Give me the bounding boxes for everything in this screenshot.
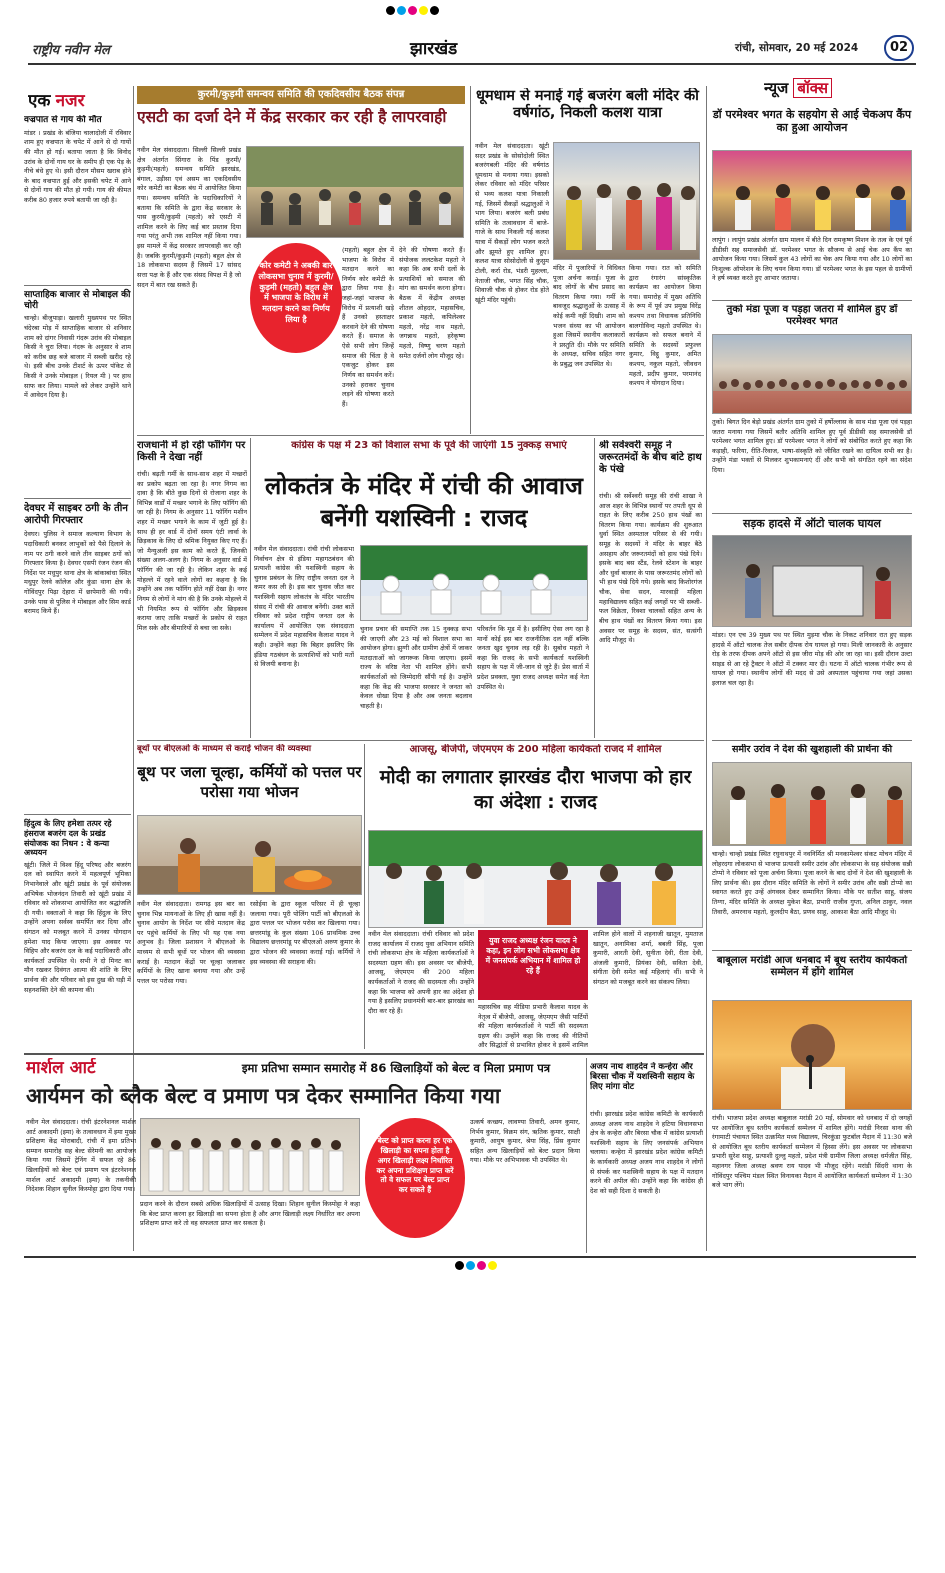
babulal-marandi-photo — [712, 1000, 912, 1110]
manda-puja-photo — [712, 334, 912, 414]
ek-nazar-label-a: एक — [28, 91, 51, 110]
ek-nazar-body: चान्हो। बीजुपाड़ा। खलारी मुख्यपथ पर स्थित चंदेरबा मोड़ में साप्ताहिक बाजार से शनिवार शाम को दांगर निवासी गंदरू उरांव की मोबाइल किसी ने चुरा लिया। गंदरू के अनुसार वे शाम को करीब छह बजे बाजार में सब्जी खरीद रहे थे। इसी बीच उनके टीशर्ट के ऊपर पॉकेट से किसी ने उनके मोबाइल ( रियल मी ) पर हाथ साफ कर लिया। मामले को लेकर उन्होंने थाने में आवेदन दिया है। — [24, 314, 131, 400]
congress-press-photo — [360, 545, 588, 621]
booth-col2: रसोईया के द्वारा स्कूल परिसर में ही चूल्हा जलाया गया। पूरी पोलिंग पार्टी को बीएलओ के द्वारा पत्तल पर भोजन परोस कर खिलाया गया। छत्तरमांडू के कुल संख्या 106 प्राथमिक उच्च विद्यालय छत्तरमांडू पर बीएलओ अरुण कुमार के द्वारा भोजन की व्यवस्था कराई गई। कर्मियों ने इस व्यवस्था की सराहना की। — [250, 900, 360, 966]
ek-nazar-item-3 — [24, 503, 131, 810]
ek-nazar-body: खूंटी। जिले में विश्व हिंदू परिषद और बजरंग दल को स्थापित करने में महत्वपूर्ण भूमिका निभानेवाले और खूंटी प्रखंड के पूर्व संयोजक अभिषेक भोजनंदन तिवारी को खूंटी प्रखंड में रविवार को शोकसभा आयोजित कर श्रद्धांजलि दी गयी। वक्ताओं ने कहा कि हिंदुत्व के लिए उन्होंने अपना सर्वस्व समर्पित कर दिया और संगठन को मजबूत करने में उनका योगदान हमेशा याद किया जाएगा। इस अवसर पर विहिप और बजरंग दल के कई पदाधिकारी और कार्यकर्ता उपस्थित थे। सभी ने दो मिनट का मौन रखकर दिवंगत आत्मा की शांति के लिए प्रार्थना की और परिवार को इस दुख की घड़ी में सहनशक्ति देने की कामना की। — [24, 860, 131, 994]
registration-marks-top — [386, 6, 439, 15]
congress-col1: नवीन मेल संवाददाता। रांची रांची लोकसभा निर्वाचन क्षेत्र से इंडिया महागठबंधन की प्रत्याशी कांग्रेस की यशस्विनी सहाय के चुनाव प्रबंधन के लिए राष्ट्रीय जनता दल ने कमर कस ली है। इस बार चुनाव जीत कर यशस्विनी सहाय लोकतंत्र के मंदिर भारतीय संसद में रांची की आवाज बनेंगी। उक्त बातें रविवार को प्रदेश राष्ट्रीय जनता दल के कार्यालय में आयोजित एक संवाददाता सम्मेलन में प्रदेश महासचिव कैलाश यादव ने कही। उन्होंने कहा कि बिहार इसलिए कि इंडिया गठबंधन के प्रत्याशियों को भारी मतों से विजयी बनाना है। — [254, 545, 354, 669]
bajrang-procession-photo — [553, 142, 700, 260]
congress-kicker: कांग्रेस के पक्ष में 23 को विशाल सभा के पूर्व की जाएंगी 15 नुक्कड़ सभाएं — [291, 440, 567, 451]
paper-name: राष्ट्रीय नवीन मेल — [32, 43, 110, 58]
modi-headline: मोदी का लगातार झारखंड दौरा भाजपा को हार का अंदेशा : राजद — [379, 767, 692, 813]
martial-col2: प्रदान करने के दौरान सबसे अधिक खिलाड़ियों में उत्साह दिखा। शिहान सुनील किस्पोट्टा ने कहा कि बेल्ट प्राप्त करना हर खिलाड़ी का सपना होता है और अगर खिलाड़ी लक्ष्य निर्धारित कर अपना प्रशिक्षण प्राप्त करे तो वह सफलता प्राप्त कर सकता है। — [140, 1200, 360, 1228]
registration-marks-bottom — [455, 1261, 497, 1270]
kurmi-headline: एसटी का दर्जा देने में केंद्र सरकार कर रही है लापरवाही — [137, 108, 447, 126]
sarveshwari-headline: श्री सर्वेश्वरी समूह ने जरूरतमंदों के बीच बांटे हाथ के पंखे — [599, 440, 702, 475]
martial-section-label: मार्शल आर्ट — [26, 1058, 96, 1078]
bajrang-col1: नवीन मेल संवाददाता। खूंटी सदर प्रखंड के सोसोदोली स्थित बजरंगबली मंदिर की वर्षगांठ धूमधाम से मनाया गया। इसको लेकर रविवार को मंदिर परिसर से भव्य कलश यात्रा निकाली गई, जिसमें सैकड़ों श्रद्धालुओं ने भाग लिया। बजरंग बली प्रबंध समिति के तत्वावधान में बाजे-गाजे के साथ निकली गई कलश यात्रा में सैकड़ों लोग भजन करते और झूमते हुए शामिल हुए। कलश यात्रा सोसोदोली से कुसुम टोली, कर्रा रोड, भंडरी मुहल्ला, नेताजी चौक, भगत सिंह चौक, शिवाजी चौक से होकर रोड होते खूंटी मंदिर पहुंची। — [475, 142, 549, 304]
booth-food-photo — [137, 815, 362, 895]
modi-callout-text: युवा राजद अध्यक्ष रंजन यादव ने कहा, इन लोग सभी लोकसभा क्षेत्र में जनसंपर्क अभियान में शामिल हो रहे हैं — [485, 936, 581, 976]
bajrang-headline: धूमधाम से मनाई गई बजरंग बली मंदिर की वर्षगांठ, निकली कलश यात्रा — [476, 88, 699, 122]
dateline: रांची, सोमवार, 20 मई 2024 — [735, 42, 859, 54]
news-box-body-5: रांची। भाजपा प्रदेश अध्यक्ष बाबूलाल मरांडी 20 मई, सोमवार को धनबाद में दो जगहों पर आयोजित बूथ स्तरीय कार्यकर्ता सम्मेलन में शामिल होंगे। मरांडी निरसा थाना की रंगामाटी पंचायत स्थित उत्क्रमित मध्य विद्यालय, चिरकुंडा फुटबॉल मैदान में 11:30 बजे से आयोजित बूथ स्तरीय कार्यकर्ता सम्मेलन में हिस्सा लेंगे। इस अवसर पर लोकसभा प्रभारी सुरेश साहू, प्रत्याशी दुल्लु महतो, प्रदेश मंत्री ग्रामीण जिला अध्यक्ष धर्मजीत सिंह, महानगर जिला अध्यक्ष श्रवण राय यादव भी मौजूद रहेंगे। मरांडी सिंदरी थाना के गोविंदपुर पश्चिम मंडल स्थित विनायका मैदान में आयोजित कार्यकर्ता सम्मेलन में 1:30 बजे भाग लेंगे। — [712, 1114, 912, 1190]
news-box-label — [764, 78, 904, 102]
kurmi-col2: (महतो) बहुल क्षेत्र में भाजपा के विरोध में मतदान करने का निर्णय कोर कमेटी के द्वारा लिया गया है। जहां-जहां भाजपा के विरोध में प्रत्याशी खड़े हैं उनको हस्ताक्षर करवाने देने की घोषणा करते हैं। समाज के ऐसे सभी लोग जिन्हें समाज की चिंता है वे एकजुट होकर इस निर्णय का समर्थन करें। उनको हराकर चुनाव लड़ने की घोषणा करते हैं। — [342, 246, 394, 408]
congress-col3: परिवर्तन कि मूड में है। इसीलिए ऐसा लग रहा है मानों कोई इस बार राजनीतिक दल नहीं बल्कि जनता खुद चुनाव लड़ रही है। सुबोध महतो ने कहा कि राजद के सभी कार्यकर्ता यशस्विनी सहाय के पक्ष में जी-जान से जुटे हैं। प्रेस वार्ता में प्रदेश प्रवक्ता, युवा राजद अध्यक्ष समेत कई नेता उपस्थित थे। — [477, 625, 589, 691]
ek-nazar-body: मांडर । प्रखंड के बंजिया चालादोली में रविवार शाम हुए वज्रपात के चपेट में आने से दो गायों की मौत हो गई। बताया जाता है कि विनोद उरांव के दोनों गाय घर के समीप ही एक पेड़ के नीचे बंधे हुए थे। इसी दौरान मौसम खराब होने के बाद वज्रपात हुई और इसकी चपेट में आने से दोनों गाय की मौत हो गयी। गाय की कीमत करीब 80 हजार रुपये बतायी जा रही है। — [24, 128, 131, 205]
news-box-head-1: डॉ परमेश्वर भगत के सहयोग से आई चेकअप कैंप का हुआ आयोजन — [712, 108, 912, 135]
sarveshwari-body: रांची। श्री सर्वेश्वरी समूह की रांची शाखा ने आज शहर के विभिन्न स्थानों पर तपती धूप से राहत के लिए करीब 250 हाथ पंखों का वितरण किया गया। कार्यक्रम की शुरुआत धुर्वा स्थित अस्पताल परिसर से की गयी। समूह के सदस्यों ने मंदिर के बाहर बैठे असहाय और जरूरतमंदों को हाथ पंखे दिये। इसके बाद बस स्टैंड, रेलवे स्टेशन के बाहर और धुर्वा बाजार के पास जरूरतमंद लोगों को भी हाथ पंखे दिये गये। इसके बाद किशोरगंज चौक, सेवा सदन, मारवाड़ी महिला महाविद्यालय सहित कई जगहों पर भी सब्जी-फल विक्रेता, रिक्शा चालकों सहित अन्य के बीच हाथ पंखों का वितरण किया गया। इस अवसर पर समूह के सदस्य, संत, सत्संगी आदि मौजूद थे। — [599, 492, 702, 645]
ek-nazar-head: साप्ताहिक बाजार से मोबाइल की चोरी — [24, 289, 131, 311]
ek-nazar-head: वज्रपात से गाय की मौत — [24, 115, 102, 125]
news-box-label-b: बॉक्स — [793, 78, 832, 98]
ajay-headline: अजय नाथ शाहदेव ने कन्हेरा और बिरसा चौक में यशस्विनी सहाय के लिए मांगा वोट — [590, 1062, 695, 1093]
eye-camp-photo — [712, 150, 912, 232]
news-box-body-2: तुको। बिगत दिन बेड़ो प्रखंड अंतर्गत ग्राम तुको में हर्षोल्लास के साथ मंडा पूजा एवं पड़हा जतरा मनाया गया जिसमें बतौर अतिथि शामिल हुए पूर्व डीडीसी सह समाजसेवी डॉ परमेश्वर भगत शामिल हुए। डॉ परमेश्वर भगत ने लोगों को संबोधित करते हुए कहा कि कड़ाही, फरिया, रीति-रिवाज, भाषा-संस्कृति को जीवित रखने का दायित्व सभी का है। उन्होंने मंडा भक्तों से मिलकर शुभकामनाएं दीं और सभी को संगठित रहने का संदेश दिया। — [712, 418, 912, 475]
martial-group-photo — [140, 1118, 360, 1196]
bajrang-col3: किया गया। रात को समिति द्वारा रंगारंग सांस्कृतिक कार्यक्रम का आयोजन किया गया। समारोह में मुख्य अतिथि के रूप में पूर्व उप प्रमुख विरेंद्र कश्यप तथा विधायक प्रतिनिधि बालगोविन्द महतो उपस्थित थे। कार्यक्रम को सफल बनाने में समिति के सदस्यों प्रफुल्ल कुमार, विट्ठू कुमार, अमित कश्यप, नकुल महतो, जीवधन महतो, प्रदीप कुमार, परमानंद कश्यप ने योगदान दिया। — [629, 264, 701, 388]
modi-col2: महासचिव सह मीडिया प्रभारी कैलाश यादव के नेतृत्व में बीजेपी, आजसू, जेएमएम जैसी पार्टियों की महिला कार्यकर्ताओं ने पार्टी की सदस्यता ग्रहण की। उन्होंने कहा कि राजद की नीतियों और सिद्धांतों से प्रभावित होकर वे इसमें शामिल — [478, 1003, 588, 1050]
martial-col1: नवीन मेल संवाददाता। रांची इंटरनेशनल मार्शल आर्ट अकादमी (इमा) के तत्वावधान में इमा मुख्य प्रशिक्षण केंद्र मोराबादी, रांची में इमा प्रतिभा सम्मान समारोह सह बेल्ट सेरेमनी का आयोजन किया गया जिसमें ट्रेनिंग में सफल रहे 86 खिलाड़ियों को बेल्ट एवं प्रमाण पत्र इंटरनेशनल मार्शल आर्ट अकादमी (इमा) के तकनीकी निदेशक शिहान सुनील किस्पोट्टा द्वारा दिया गया। — [26, 1118, 136, 1194]
news-box-head-3: सड़क हादसे में ऑटो चालक घायल — [742, 517, 882, 530]
news-box-body-4: चान्हो। चान्हो प्रखंड स्थित रघुनाथपुर में नवनिर्मित श्री मनकामेश्वर संकट मोचन मंदिर में लोहरदगा लोकसभा से भाजपा प्रत्याशी समीर उरांव और लोकसभा के सह संयोजक सन्नी टोप्पो ने रविवार को पूजा अर्चना किया। पूजा करने के बाद दोनों ने देश की खुशहाली के लिए प्रार्थना की। इस दौरान मंदिर समिति के लोगों ने समीर उरांव और सन्नी टोप्पो का स्वागत करते हुए उन्हें अंगवस्त्र देकर सम्मानित किया। मौके पर सतीश साहू, संजय तिग्गा, मंदिर समिति के अध्यक्ष मुकेश बैठा, प्रभारी राजीव गुप्ता, अनिल ठाकुर, नवल तिवारी, अमरनाथ महतो, कुलदीप बैठा, प्रणव साहू, आकाश बैठा आदि मौजूद थे। — [712, 850, 912, 916]
congress-col2: चुनाव प्रचार की समाप्ति तक 15 नुक्कड़ सभा की जाएगी और 23 मई को विशाल सभा का आयोजन होगा। झुग्गी और ग्रामीण क्षेत्रों में जाकर मतदाताओं को जागरूक किया जाएगा। इसमें राज्य के वरिष्ठ नेता भी शामिल होंगे। सभी कार्यकर्ताओं को जिम्मेदारी सौंपी गई है। उन्होंने कहा कि केंद्र की भाजपा सरकार ने जनता को केवल धोखा दिया है और अब जनता बदलाव चाहती है। — [360, 625, 472, 710]
ajay-body: रांची। झारखंड प्रदेश कांग्रेस कमिटी के कार्यकारी अध्यक्ष अजय नाथ शाहदेव ने हटिया विधानसभा क्षेत्र के कन्हेरा और बिरसा चौक में कांग्रेस प्रत्याशी यशस्विनी सहाय के लिए जनसंपर्क अभियान चलाया। कन्हेरा में झारखंड प्रदेश कांग्रेस कमिटी के कार्यकारी अध्यक्ष अजय नाथ शाहदेव ने लोगों से संपर्क कर यशस्विनी सहाय के पक्ष में मतदान करने की अपील की। उन्होंने कहा कि कांग्रेस ही देश को सही दिशा दे सकती है। — [590, 1110, 703, 1195]
news-box-head-4: समीर उरांव ने देश की खुशहाली की प्रार्थना की — [731, 744, 893, 755]
kurmi-col3: देने की घोषणा करते हैं। संयोजक ललटकेश महतो ने कहा कि अब सभी दलों के प्रत्याशियों को समाज की मांग का समर्थन करना होगा। बैठक में केंद्रीय अध्यक्ष शीतल ओहदार, महासचिव, प्रकाश महतो, कपिलेश्वर महतो, नरेंद्र नाथ महतो, जगन्नाथ महतो, हरेकृष्ण महतो, विष्णु चरण महतो समेत दर्जनों लोग मौजूद रहे। — [399, 246, 465, 360]
booth-kicker: बूथों पर बीएलओ के माध्यम से कराई भोजन की व्यवस्था — [137, 744, 312, 754]
road-accident-photo — [712, 535, 912, 627]
martial-col3: उत्कर्ष कच्छप, लावण्या तिवारी, अमन कुमार, निर्भय कुमार, विक्रम संग, ऋतिक कुमार, साक्षी कुमारी, आयुष कुमार, श्रेया सिंह, प्रिंस कुमार सहित अन्य खिलाड़ियों को बेल्ट प्रदान किया गया। मौके पर अभिभावक भी उपस्थित थे। — [470, 1118, 580, 1165]
ek-nazar-label — [28, 88, 118, 110]
page-number: 02 — [884, 35, 914, 61]
booth-col1: नवीन मेल संवाददाता। रामगढ़ इस बार का चुनाव भिन्न मायनाओं के लिए ही खास नहीं है। चुनाव आयोग के निर्देश पर सीधे मतदान केंद्र पर पहुंचे कर्मियों के लिए भी यह एक नया अनुभव है। जिला प्रशासन ने बीएलओ के माध्यम से सभी बूथों पर भोजन की व्यवस्था कराई है। मतदान केंद्रों पर चूल्हा जलाकर कर्मियों के लिए खाना बनाया गया और उन्हें पत्तल पर परोसा गया। — [137, 900, 245, 985]
news-box-body-1: लापुंग । लापुंग प्रखंड अंतर्गत ग्राम मालन में बीते दिन रामकृष्ण मिशन के तत्व के एवं पूर्व डीडीसी सह समाजसेवी डॉ. परमेश्वर भगत के सौजन्य से आई चेक अप कैंप का आयोजन किया गया। जिसमें कुल 43 लोगों का चेक अप किया गया और 10 लोगों का निःशुल्क ऑपरेशन के लिए चयन किया गया। डॉ परमेश्वर भगत के इस पहल से ग्रामीणों ने हर्ष व्यक्त करते हुए आभार जताया। — [712, 236, 912, 283]
ek-nazar-item-1 — [24, 115, 131, 281]
martial-callout-text: बेल्ट को प्राप्त करना हर एक खिलाड़ी का सपना होता है अगर खिलाड़ी लक्ष्य निर्धारित कर अपना प्रशिक्षण प्राप्त करें तो वे सफल पर बेल्ट प्राप्त कर सकते हैं — [376, 1136, 454, 1195]
masthead — [0, 0, 945, 70]
martial-callout — [365, 1118, 465, 1238]
ek-nazar-head: देवघर में साइबर ठगी के तीन आरोपी गिरफ्तार — [24, 503, 128, 527]
ek-nazar-body: देवघर। पुलिस ने समाज कल्याण विभाग के पदाधिकारी बनकर लाभुकों को पैसे दिलाने के नाम पर ठगी करने वाले तीन साइबर ठगों को गिरफ्तार किया है। देवघर एसपी रंजन रंजन की निर्देश पर मधुपुर थाना क्षेत्र के बांकाबांधा स्थित मधुपुर रेलवे कॉलेज और कुंडा थाना क्षेत्र के गोविंदपुर पिढ़ा देहारा में छापेमारी की गयी। उनके पास से पुलिस ने मोबाइल और सिम कार्ड बरामद किये हैं। — [24, 530, 131, 616]
kurmi-meeting-photo — [246, 146, 464, 238]
bajrang-col2: मंदिर में पुजारियों ने विधिवत पूजा अर्चना कराई। पूजा के बाद लोगों के बीच प्रसाद का वितरण किया गया। गर्मी के बावजूद श्रद्धालुओं के उत्साह में कोई कमी नहीं दिखी। शाम को भजन संध्या का भी आयोजन हुआ जिसमें स्थानीय कलाकारों ने प्रस्तुति दी। मौके पर समिति के अध्यक्ष, सचिव सहित नगर के प्रबुद्ध जन उपस्थित थे। — [553, 264, 625, 369]
modi-callout — [478, 930, 588, 1000]
kurmi-callout — [250, 243, 342, 353]
martial-headline: आर्यमन को ब्लैक बेल्ट व प्रमाण पत्र देकर सम्मानित किया गया — [26, 1084, 501, 1108]
modi-col3: शामिल होने वालों में शहनाजी खातून, मुमताज खातून, अनामिका शर्मा, बबली सिंह, पूजा कुमारी, आरती देवी, सुनीता देवी, रीता देवी, अंजली कुमारी, प्रियंका देवी, सविता देवी, संगीता देवी समेत कई महिलाएं थीं। सभी ने संगठन को मजबूत करने का संकल्प लिया। — [593, 930, 703, 987]
news-box-label-a: न्यूज — [764, 79, 789, 97]
news-box-head-2: तुको मंडा पूजा व पड़हा जतरा में शामिल हुए डॉ परमेश्वर भगत — [726, 304, 898, 327]
modi-kicker: आजसू, बीजेपी, जेएमएम के 200 महिला कार्यकर्ता राजद में शामिल — [409, 744, 662, 755]
news-box-head-5: बाबूलाल मरांडी आज धनबाद में बूथ स्तरीय कार्यकर्ता सम्मेलन में होंगे शामिल — [716, 955, 908, 978]
kurmi-callout-text: कोर कमेटी ने अबकी बार लोकसभा चुनाव में कुरमी/कुड़मी (महतो) बहुल क्षेत्र में भाजपा के विरोध में मतदान करने का निर्णय लिया है — [258, 261, 334, 324]
section-title: झारखंड — [410, 39, 458, 59]
ek-nazar-item-2 — [24, 290, 131, 495]
modi-col1: नवीन मेल संवाददाता। रांची रविवार को प्रदेश राजद कार्यालय में राजद युवा अभियान समिति रांची लोकसभा क्षेत्र के महिला कार्यकर्ताओं ने सदस्यता ग्रहण की। इस अवसर पर बीजेपी, आजसू, जेएमएम की 200 महिला कार्यकर्ताओं ने राजद की सदस्यता ली। उन्होंने कहा कि भाजपा को अपनी हार का अंदेशा हो गया है इसलिए प्रधानमंत्री बार-बार झारखंड का दौरा कर रहे हैं। — [368, 930, 474, 1015]
congress-headline: लोकतंत्र के मंदिर में रांची की आवाज बनेंगी यशस्विनी : राजद — [265, 472, 583, 533]
booth-headline: बूथ पर जला चूल्हा, कर्मियों को पत्तल पर परोसा गया भोजन — [137, 763, 362, 802]
kurmi-col1: नवीन मेल संवाददाता। सिल्ली सिल्ली प्रखंड क्षेत्र अंतर्गत सिंगारा के पिंड कुरमी/कुड़मी(महतो) समन्वय समिति झारखंड, बंगाल, उड़ीसा एवं असम का एकदिवसीय कोर कमेटी का बैठक बंध में आयोजित किया गया। समन्वय समिति के पदाधिकारियों ने बताया कि समिति के द्वारा केंद्र सरकार के पास कुरमी/कुड़मी (महतो) को एसटी में शामिल करने के लिए कई बार प्रस्ताव दिया गया परंतु अभी तक शामिल नहीं किया गया। इस मामले में केंद्र सरकार लापरवाही कर रही है। जबकि कुरमी/कुड़मी (महतो) बहुल क्षेत्र से 18 लोकसभा सदस्य हैं जिसमें 17 सांसद सत्ता पक्ष के हैं और एक संसद विपक्ष में है जो सदन में बात रख सकते हैं। — [137, 146, 241, 289]
fogging-headline: राजधानी में हो रही फॉगिंग पर किसी ने देखा नहीं — [137, 440, 246, 463]
martial-kicker: इमा प्रतिभा सम्मान समारोह में 86 खिलाड़ियों को बेल्ट व मिला प्रमाण पत्र — [196, 1058, 596, 1078]
news-box-body-3: मांडर। एन एच 39 मुख्य पथ पर स्थित मुड़मा चौक के निकट शनिवार रात हुए सड़क हादसे में ऑटो चालक तेज सबीर दीपक रोय घायल हो गया। मिली जानकारी के अनुसार रोड़ के तरफ दीपक अपने ऑटो से इस जीरा मोड़ की ओर जा रहा था। इसी दौरान उल्टा साइड से आ रहे ट्रैक्टर ने ऑटो में टक्कर मार दी। घटना में ऑटो चालक गंभीर रूप से घायल हो गया। स्थानीय लोगों की मदद से उसे अस्पताल पहुंचाया गया जहां उसका इलाज चल रहा है। — [712, 631, 912, 688]
ek-nazar-head: हिंदुत्व के लिए हमेशा तत्पर रहे हंसराज बजरंग दल के प्रखंड संयोजक का निधन : वे कन्या अध्ययन — [24, 819, 112, 858]
modi-rjd-photo — [368, 830, 703, 928]
temple-prayer-photo — [712, 762, 912, 846]
ek-nazar-label-b: नजर — [55, 91, 85, 110]
fogging-body: रांची। बढ़ती गर्मी के साथ-साथ शहर में मच्छरों का प्रकोप बढ़ता जा रहा है। नगर निगम का दावा है कि बीते कुछ दिनों से रोजाना शहर के विभिन्न वार्डों में मच्छर भगाने के लिए फॉगिंग की जा रही है। निगम के अनुसार 11 फॉगिंग मशीन शहर में मच्छर भगाने के काम में जुटी हुई है। साथ ही हर वार्ड में दोनों समय एंटी लार्वा के छिड़काव के लिए दो श्रमिक नियुक्त किए गए हैं। जो मैन्युअली इस काम को करते हैं, जिनकी संख्या अलग-अलग है। निगम के अनुसार वार्ड में फॉगिंग की जा रही है। लेकिन शहर के कई मोहल्ले में रहने वाले लोगों का कहना है कि उन्होंने अब तक फॉगिंग होते नहीं देखा है। नगर निगम से लोगों ने मांग की है कि उनके मोहल्ले में भी नियमित रूप से फॉगिंग और छिड़काव कराया जाए ताकि मच्छरों के प्रकोप से राहत मिल सके और बीमारियों से बचा जा सके। — [137, 470, 247, 632]
kurmi-kicker: कुरमी/कुड़मी समन्वय समिति की एकदिवसीय बैठक संपन्न — [137, 86, 465, 104]
